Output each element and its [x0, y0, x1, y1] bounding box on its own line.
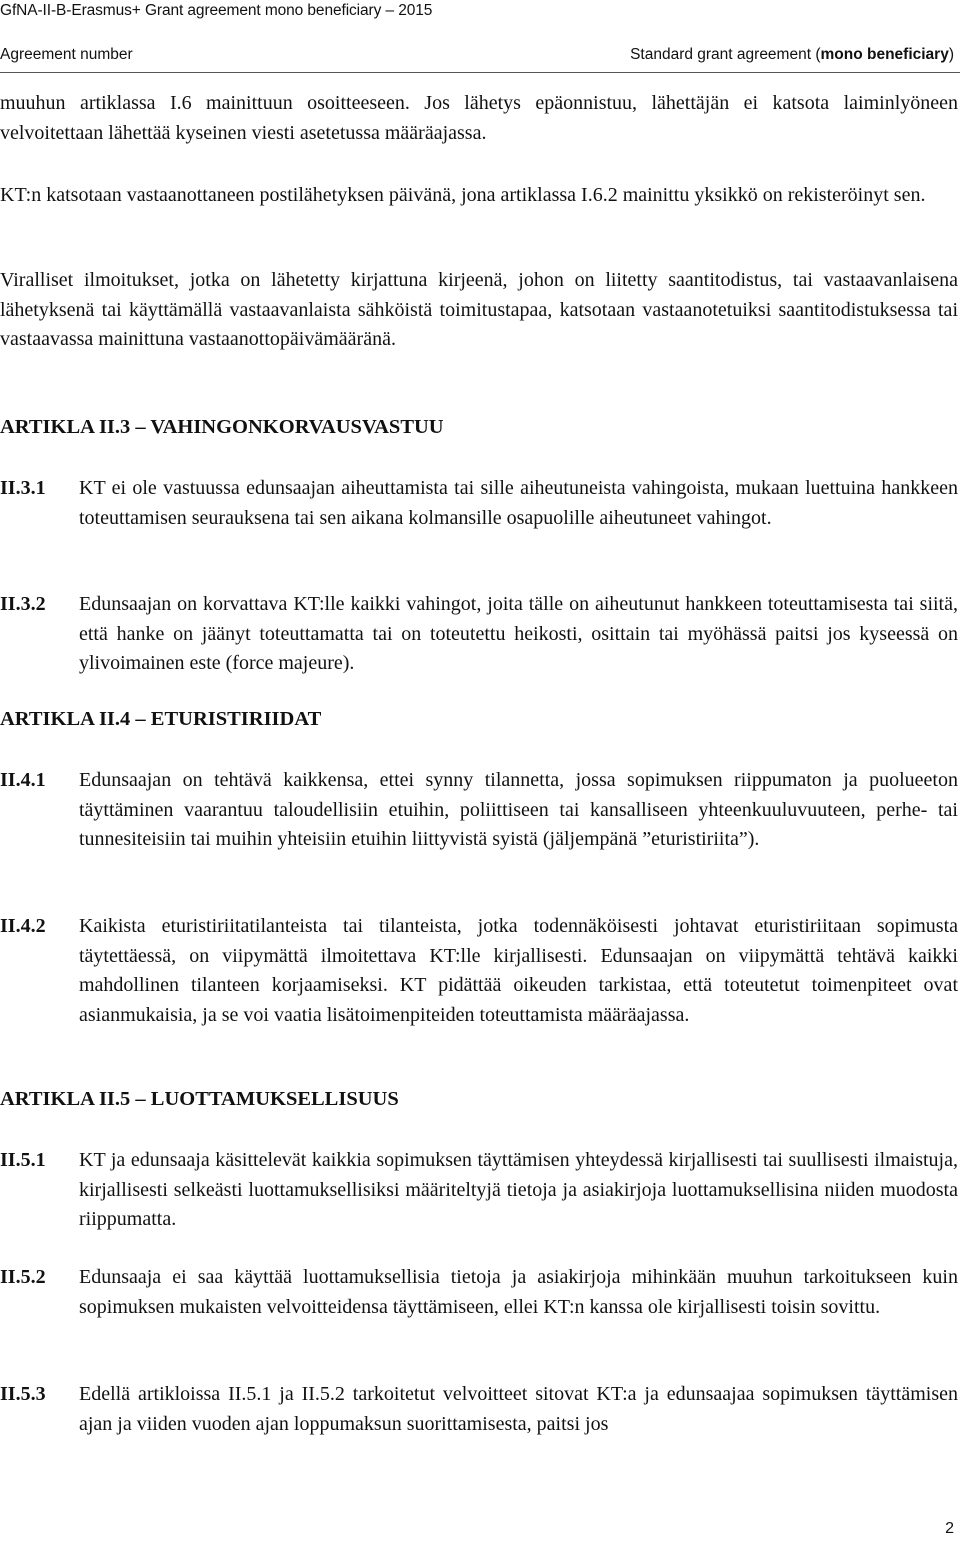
clause-ii-5-3	[0, 1380, 958, 1439]
page-number: 2	[945, 1520, 954, 1537]
paragraph-delivery-failure: muuhun artiklassa I.6 mainittuun osoitteeseen. Jos lähetys epäonnistuu, lähettäjän ei katsota laiminlyöneen velvoitettaan lähettää kyseinen viesti asetetussa määräajassa.	[0, 92, 958, 144]
clause-number: II.5.1	[0, 1149, 46, 1171]
paragraph-postal-receipt: KT:n katsotaan vastaanottaneen postilähetyksen päivänä, jona artiklassa I.6.2 mainittu yksikkö on rekisteröinyt sen.	[0, 184, 926, 206]
clause-number: II.4.1	[0, 769, 46, 791]
clause-ii-4-2	[0, 912, 958, 1030]
standard-agreement-prefix: Standard grant agreement (	[630, 46, 821, 63]
clause-text: Edunsaajan on tehtävä kaikkensa, ettei synny tilannetta, jossa sopimuksen riippumaton ja puolueeton täyttäminen vaarantuu taloudellisiin etuihin, poliittiseen tai kansalliseen yhteenkuuluvuuteen, perhe- tai tunnesiteisiin tai muihin yhteisiin etuihin liittyvistä syistä (jäljempänä ”eturistiriita”).	[79, 769, 958, 850]
heading-article-ii-5: ARTIKLA II.5 – LUOTTAMUKSELLISUUS	[0, 1088, 399, 1110]
clause-number: II.3.1	[0, 477, 46, 499]
standard-agreement-label	[630, 46, 954, 64]
clause-ii-5-2	[0, 1263, 958, 1322]
heading-article-ii-3: ARTIKLA II.3 – VAHINGONKORVAUSVASTUU	[0, 416, 444, 438]
header-program-title: GfNA-II-B-Erasmus+ Grant agreement mono beneficiary – 2015	[0, 2, 433, 19]
clause-text: Kaikista eturistiriitatilanteista tai tilanteista, jotka todennäköisesti johtavat eturistiriitaan sopimusta täytettäessä, on viipymättä ilmoitettava KT:lle kirjallisesti. Edunsaajan on viipymättä tehtävä kaikki mahdollinen tilanteen korjaamiseksi. KT pidättää oikeuden tarkistaa, että toteutetut toimenpiteet ovat asianmukaisia, ja se voi vaatia lisätoimenpiteiden toteuttamista määräajassa.	[79, 915, 958, 1026]
clause-number: II.5.2	[0, 1266, 46, 1288]
clause-ii-3-1	[0, 474, 958, 533]
page-header	[0, 46, 954, 68]
clause-text: KT ei ole vastuussa edunsaajan aiheuttamista tai sille aiheutuneista vahingoista, mukaan luettuina hankkeen toteuttamisen seurauksena tai sen aikana kolmansille osapuolille aiheutuneet vahingot.	[79, 477, 958, 529]
clause-ii-5-1	[0, 1146, 958, 1235]
heading-article-ii-4: ARTIKLA II.4 – ETURISTIRIIDAT	[0, 708, 322, 730]
standard-agreement-bold: mono beneficiary	[820, 46, 949, 63]
header-divider	[0, 72, 960, 73]
clause-text: KT ja edunsaaja käsittelevät kaikkia sopimuksen täyttämisen yhteydessä kirjallisesti tai suullisesti ilmaistuja, kirjallisesti selkeästi luottamuksellisiksi määriteltyjä tietoja ja asiakirjoja luottamuksellisina niiden muodosta riippumatta.	[79, 1149, 958, 1230]
clause-ii-4-1	[0, 766, 958, 855]
clause-text: Edunsaaja ei saa käyttää luottamuksellisia tietoja ja asiakirjoja mihinkään muuhun tarkoitukseen kuin sopimuksen mukaisten velvoitteidensa täyttämiseen, ellei KT:n kanssa ole kirjallisesti toisin sovittu.	[79, 1266, 958, 1318]
agreement-number-label: Agreement number	[0, 46, 133, 63]
clause-text: Edellä artikloissa II.5.1 ja II.5.2 tarkoitetut velvoitteet sitovat KT:a ja edunsaajaa sopimuksen täyttämisen ajan ja viiden vuoden ajan loppumaksun suorittamisesta, paitsi jos	[79, 1383, 958, 1435]
paragraph-official-notices: Viralliset ilmoitukset, jotka on lähetetty kirjattuna kirjeenä, johon on liitetty saantitodistus, tai vastaavanlaisena lähetyksenä tai käyttämällä vastaavanlaista sähköistä toimitustapaa, katsotaan vastaanotetuiksi saantitodistuksessa tai vastaavassa mainittuna vastaanottopäivämääränä.	[0, 269, 958, 350]
clause-text: Edunsaajan on korvattava KT:lle kaikki vahingot, joita tälle on aiheutunut hankkeen toteuttamisesta tai siitä, että hanke on jäänyt toteuttamatta tai on toteutettu heikosti, osittain tai myöhässä paitsi jos kyseessä on ylivoimainen este (force majeure).	[79, 593, 958, 674]
clause-ii-3-2	[0, 590, 958, 679]
clause-number: II.3.2	[0, 593, 46, 615]
standard-agreement-suffix: )	[948, 46, 954, 63]
clause-number: II.4.2	[0, 915, 46, 937]
clause-number: II.5.3	[0, 1383, 46, 1405]
